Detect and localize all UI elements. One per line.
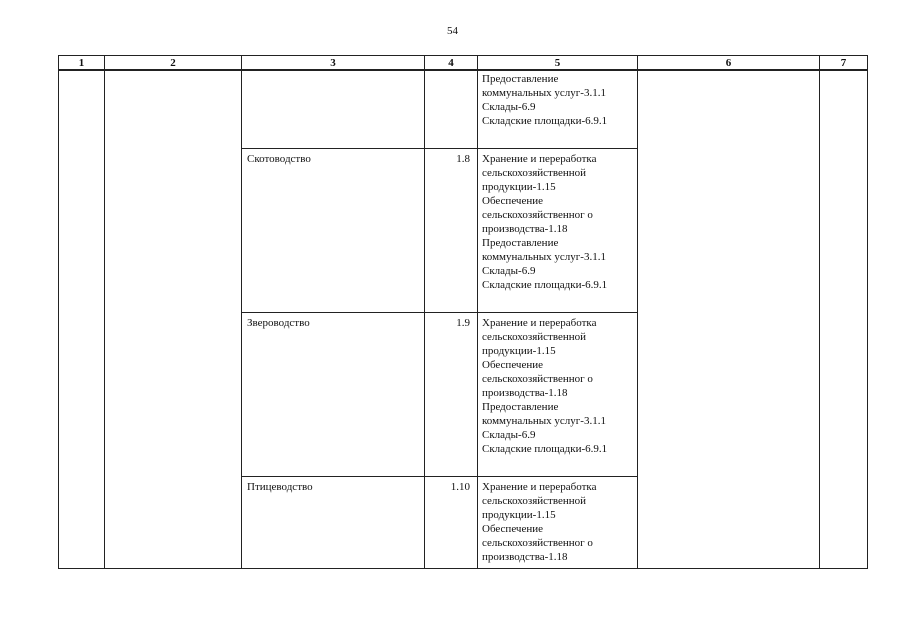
use-name-cell [242,70,425,148]
permitted-use-line: Обеспечение [482,522,543,535]
table-row [59,70,868,148]
permitted-use-line: сельскохозяйственной [482,166,587,179]
permitted-use-line: Складские площадки-6.9.1 [482,278,608,291]
permitted-uses-cell [478,312,638,476]
permitted-uses-cell [478,476,638,568]
page-number: 54 [447,25,458,37]
column-header-5: 5 [478,56,638,71]
column-2-cell [105,70,242,568]
permitted-use-line: Складские площадки-6.9.1 [482,115,608,127]
permitted-use-line: производства-1.18 [482,550,568,563]
use-name-cell [242,312,425,476]
column-header-1: 1 [59,56,105,71]
permitted-use-line: Склады-6.9 [482,101,536,113]
column-header-3: 3 [242,56,425,71]
permitted-use-line: сельскохозяйственног о [482,536,593,549]
permitted-use-line: продукции-1.15 [482,508,556,521]
column-header-7: 7 [820,56,868,71]
table-header-row [59,56,868,71]
permitted-use-line: Хранение и переработка [482,316,597,329]
use-name [242,71,424,74]
use-code: 1.9 [456,316,470,329]
permitted-use-line: Складские площадки-6.9.1 [482,442,608,455]
permitted-use-line: Обеспечение [482,194,543,207]
use-code-cell [425,312,478,476]
use-name-cell [242,476,425,568]
permitted-use-line: Предоставление [482,73,559,85]
permitted-use-line: продукции-1.15 [482,344,556,357]
permitted-use-line: Склады-6.9 [482,428,536,441]
use-code-cell [425,476,478,568]
permitted-use-line: коммунальных услуг-3.1.1 [482,87,606,99]
column-7-cell [820,70,868,568]
permitted-use-line: сельскохозяйственног о [482,208,593,221]
permitted-use-line: производства-1.18 [482,222,568,235]
column-header-2: 2 [105,56,242,71]
permitted-use-line: Хранение и переработка [482,152,597,165]
use-code: 1.10 [450,480,470,493]
column-6-cell [638,70,820,568]
permitted-use-line: Склады-6.9 [482,264,536,277]
land-use-table [58,55,868,569]
permitted-use-line: производства-1.18 [482,386,568,399]
column-1-cell [59,70,105,568]
use-name: Птицеводство [247,480,313,493]
use-code: 1.8 [456,152,470,165]
permitted-use-line: Предоставление [482,400,559,413]
permitted-use-line: продукции-1.15 [482,180,556,193]
use-code-cell [425,148,478,312]
permitted-uses-cell [478,148,638,312]
permitted-uses-cell [478,70,638,148]
permitted-use-line: сельскохозяйственной [482,330,587,343]
permitted-use-line: Обеспечение [482,358,543,371]
permitted-use-line: сельскохозяйственног о [482,372,593,385]
permitted-use-line: коммунальных услуг-3.1.1 [482,250,606,263]
permitted-use-line: Предоставление [482,236,559,249]
column-header-6: 6 [638,56,820,71]
use-code [425,71,477,74]
use-name: Звероводство [247,316,310,329]
permitted-use-line: коммунальных услуг-3.1.1 [482,414,606,427]
use-name: Скотоводство [247,152,311,165]
permitted-use-line: сельскохозяйственной [482,494,587,507]
column-header-4: 4 [425,56,478,71]
use-name-cell [242,148,425,312]
use-code-cell [425,70,478,148]
permitted-use-line: Хранение и переработка [482,480,597,493]
